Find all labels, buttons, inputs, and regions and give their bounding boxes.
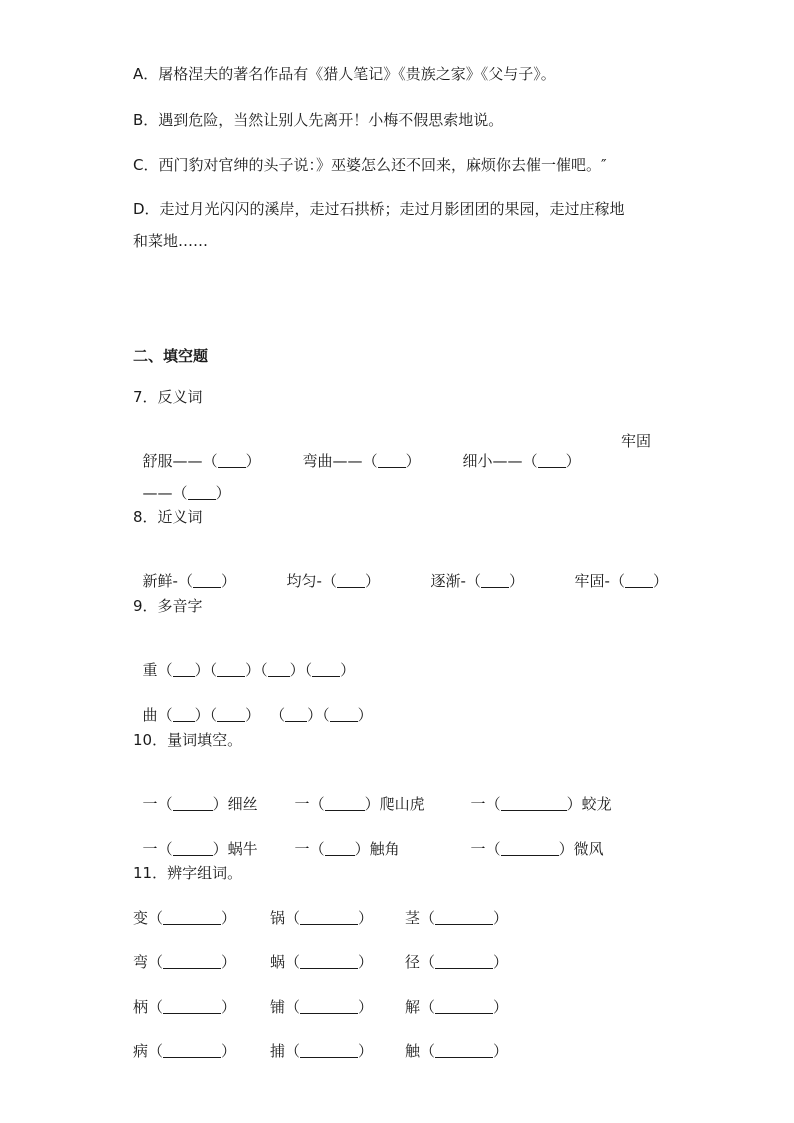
- measure-noun: 蛟龙: [581, 795, 612, 813]
- q11-item: [405, 1041, 508, 1061]
- answer-blank[interactable]: [300, 1043, 358, 1058]
- q11-char: 触: [405, 1042, 421, 1060]
- paren: （: [304, 661, 313, 679]
- answer-blank[interactable]: [285, 707, 307, 722]
- q11-char: 茎: [405, 909, 421, 927]
- paren: （: [148, 953, 164, 971]
- paren: （: [420, 1042, 436, 1060]
- paren: （: [148, 1042, 164, 1060]
- paren: ）: [245, 661, 261, 679]
- paren: ）: [405, 452, 421, 470]
- q11-item: [405, 952, 508, 972]
- q11-char: 变: [133, 909, 149, 927]
- answer-blank[interactable]: [217, 662, 245, 677]
- paren: ）: [221, 1042, 237, 1060]
- answer-blank[interactable]: [300, 954, 358, 969]
- q8-word: 牢固-: [574, 572, 610, 590]
- q7-word: 舒服——: [142, 452, 203, 470]
- measure-prefix: 一: [294, 795, 310, 813]
- q7-word: 弯曲——: [302, 452, 363, 470]
- paren: ）: [221, 953, 237, 971]
- paren: （: [202, 452, 218, 470]
- paren: ）: [357, 706, 373, 724]
- paren: ）: [245, 706, 261, 724]
- paren: ）: [221, 998, 237, 1016]
- answer-blank[interactable]: [501, 796, 567, 811]
- answer-blank[interactable]: [163, 1043, 221, 1058]
- answer-blank[interactable]: [435, 999, 493, 1014]
- answer-blank[interactable]: [325, 796, 365, 811]
- paren: ）: [566, 795, 582, 813]
- paren: ）: [194, 661, 210, 679]
- paren: （: [309, 840, 325, 858]
- q8-item-1: [133, 551, 236, 591]
- q10-r1-item-3: [461, 774, 612, 814]
- paren: （: [485, 840, 501, 858]
- q8-word: 逐渐-: [430, 572, 466, 590]
- measure-noun: 爬山虎: [379, 795, 425, 813]
- paren: （: [157, 661, 173, 679]
- answer-blank[interactable]: [435, 954, 493, 969]
- paren: （: [485, 795, 501, 813]
- q10-title: 10．量词填空。: [133, 731, 243, 749]
- paren: （: [157, 840, 173, 858]
- measure-noun: 微风: [573, 840, 604, 858]
- q8-word: 新鲜-: [142, 572, 178, 590]
- q10-r1-item-1: [133, 774, 258, 814]
- q11-item: [405, 997, 508, 1017]
- paren: （: [609, 572, 625, 590]
- q7-item-3: [453, 431, 581, 471]
- paren: ）: [364, 795, 380, 813]
- q11-char: 蜗: [270, 953, 286, 971]
- paren: ）: [221, 909, 237, 927]
- paren: ）: [358, 998, 374, 1016]
- paren: （: [148, 998, 164, 1016]
- paren: （: [321, 572, 337, 590]
- q8-word: 均匀-: [286, 572, 322, 590]
- paren: （: [322, 706, 330, 724]
- answer-blank[interactable]: [163, 954, 221, 969]
- paren: （: [465, 572, 481, 590]
- paren: （: [209, 661, 218, 679]
- q9-row-1: [133, 640, 355, 680]
- answer-blank[interactable]: [312, 662, 340, 677]
- q7-word: ——: [142, 484, 173, 502]
- q7-word: 细小——: [462, 452, 523, 470]
- paren: ）: [212, 795, 228, 813]
- answer-blank[interactable]: [325, 841, 355, 856]
- paren: ）: [212, 840, 228, 858]
- paren: ）: [493, 953, 509, 971]
- q11-item: [133, 952, 236, 972]
- paren: ）: [358, 1042, 374, 1060]
- q9-char: 曲: [142, 706, 158, 724]
- q10-r2-item-2: [285, 819, 400, 859]
- q7-item-2: [293, 431, 421, 471]
- q11-char: 锅: [270, 909, 286, 927]
- answer-blank[interactable]: [188, 485, 216, 500]
- answer-blank[interactable]: [435, 910, 493, 925]
- answer-blank[interactable]: [435, 1043, 493, 1058]
- answer-blank[interactable]: [173, 707, 195, 722]
- section-title: 二、填空题: [133, 347, 209, 365]
- paren: ）: [340, 661, 356, 679]
- paren: ）: [493, 998, 509, 1016]
- q11-item: [133, 997, 236, 1017]
- option-d-line2: 和菜地……: [133, 232, 209, 250]
- measure-noun: 细丝: [227, 795, 258, 813]
- answer-blank[interactable]: [330, 707, 358, 722]
- q11-item: [270, 952, 373, 972]
- answer-blank[interactable]: [173, 662, 195, 677]
- paren: （: [157, 706, 173, 724]
- option-d-line1: D．走过月光闪闪的溪岸，走过石拱桥；走过月影团团的果园，走过庄稼地: [133, 200, 625, 218]
- measure-noun: 蜗牛: [227, 840, 258, 858]
- paren: ）: [289, 661, 305, 679]
- q11-item: [133, 1041, 236, 1061]
- q11-char: 径: [405, 953, 421, 971]
- paren: （: [420, 953, 436, 971]
- answer-blank[interactable]: [163, 999, 221, 1014]
- q8-item-4: [565, 551, 668, 591]
- q10-r2-item-1: [133, 819, 258, 859]
- paren: （: [309, 795, 325, 813]
- measure-prefix: 一: [470, 840, 486, 858]
- paren: （: [209, 706, 218, 724]
- q11-item: [270, 997, 373, 1017]
- q11-char: 柄: [133, 998, 149, 1016]
- answer-blank[interactable]: [481, 573, 509, 588]
- q11-item: [270, 908, 373, 928]
- paren: （: [270, 706, 286, 724]
- answer-blank[interactable]: [337, 573, 365, 588]
- q9-title: 9．多音字: [133, 597, 203, 615]
- paren: （: [420, 909, 436, 927]
- q11-item: [270, 1041, 373, 1061]
- q10-r2-item-3: [461, 819, 604, 859]
- paren: （: [260, 661, 268, 679]
- paren: ）: [493, 909, 509, 927]
- q9-row-2: [133, 685, 373, 725]
- paren: （: [285, 1042, 301, 1060]
- paren: （: [285, 953, 301, 971]
- answer-blank[interactable]: [625, 573, 653, 588]
- paren: ）: [508, 572, 524, 590]
- answer-blank[interactable]: [173, 841, 213, 856]
- measure-prefix: 一: [470, 795, 486, 813]
- paren: （: [522, 452, 538, 470]
- paren: ）: [215, 484, 231, 502]
- answer-blank[interactable]: [163, 910, 221, 925]
- paren: ）: [194, 706, 210, 724]
- q7-title: 7．反义词: [133, 388, 203, 406]
- q8-item-3: [421, 551, 524, 591]
- paren: ）: [565, 452, 581, 470]
- option-a: A．屠格涅夫的著名作品有《猎人笔记》《贵族之家》《父与子》。: [133, 65, 556, 83]
- paren: （: [362, 452, 378, 470]
- paren: （: [148, 909, 164, 927]
- paren: ）: [364, 572, 380, 590]
- paren: （: [420, 998, 436, 1016]
- q11-item: [405, 908, 508, 928]
- paren: ）: [558, 840, 574, 858]
- measure-prefix: 一: [142, 840, 158, 858]
- q11-char: 铺: [270, 998, 286, 1016]
- paren: ）: [220, 572, 236, 590]
- paren: （: [285, 909, 301, 927]
- q11-item: [133, 908, 236, 928]
- answer-blank[interactable]: [378, 453, 406, 468]
- paren: （: [157, 795, 173, 813]
- paren: ）: [358, 953, 374, 971]
- paren: ）: [307, 706, 323, 724]
- answer-blank[interactable]: [300, 999, 358, 1014]
- q10-r1-item-2: [285, 774, 425, 814]
- answer-blank[interactable]: [501, 841, 559, 856]
- q8-title: 8．近义词: [133, 508, 203, 526]
- q7-item-4-word: 牢固: [621, 432, 652, 450]
- answer-blank[interactable]: [268, 662, 290, 677]
- q7-item-4: [133, 463, 231, 503]
- q11-char: 弯: [133, 953, 149, 971]
- q11-char: 病: [133, 1042, 149, 1060]
- option-c: C．西门豹对官绅的头子说：》巫婆怎么还不回来，麻烦你去催一催吧。″: [133, 156, 607, 174]
- paren: （: [285, 998, 301, 1016]
- q8-item-2: [277, 551, 380, 591]
- paren: （: [172, 484, 188, 502]
- option-b: B．遇到危险，当然让别人先离开！小梅不假思索地说。: [133, 111, 504, 129]
- paren: ）: [358, 909, 374, 927]
- paren: ）: [493, 1042, 509, 1060]
- measure-prefix: 一: [142, 795, 158, 813]
- measure-noun: 触角: [369, 840, 400, 858]
- q11-title: 11．辨字组词。: [133, 864, 243, 882]
- measure-prefix: 一: [294, 840, 310, 858]
- paren: ）: [354, 840, 370, 858]
- paren: ）: [652, 572, 668, 590]
- answer-blank[interactable]: [217, 707, 245, 722]
- q11-char: 捕: [270, 1042, 286, 1060]
- answer-blank[interactable]: [173, 796, 213, 811]
- q9-char: 重: [142, 661, 158, 679]
- answer-blank[interactable]: [300, 910, 358, 925]
- paren: （: [177, 572, 193, 590]
- paren: ）: [245, 452, 261, 470]
- answer-blank[interactable]: [193, 573, 221, 588]
- answer-blank[interactable]: [538, 453, 566, 468]
- q11-char: 解: [405, 998, 421, 1016]
